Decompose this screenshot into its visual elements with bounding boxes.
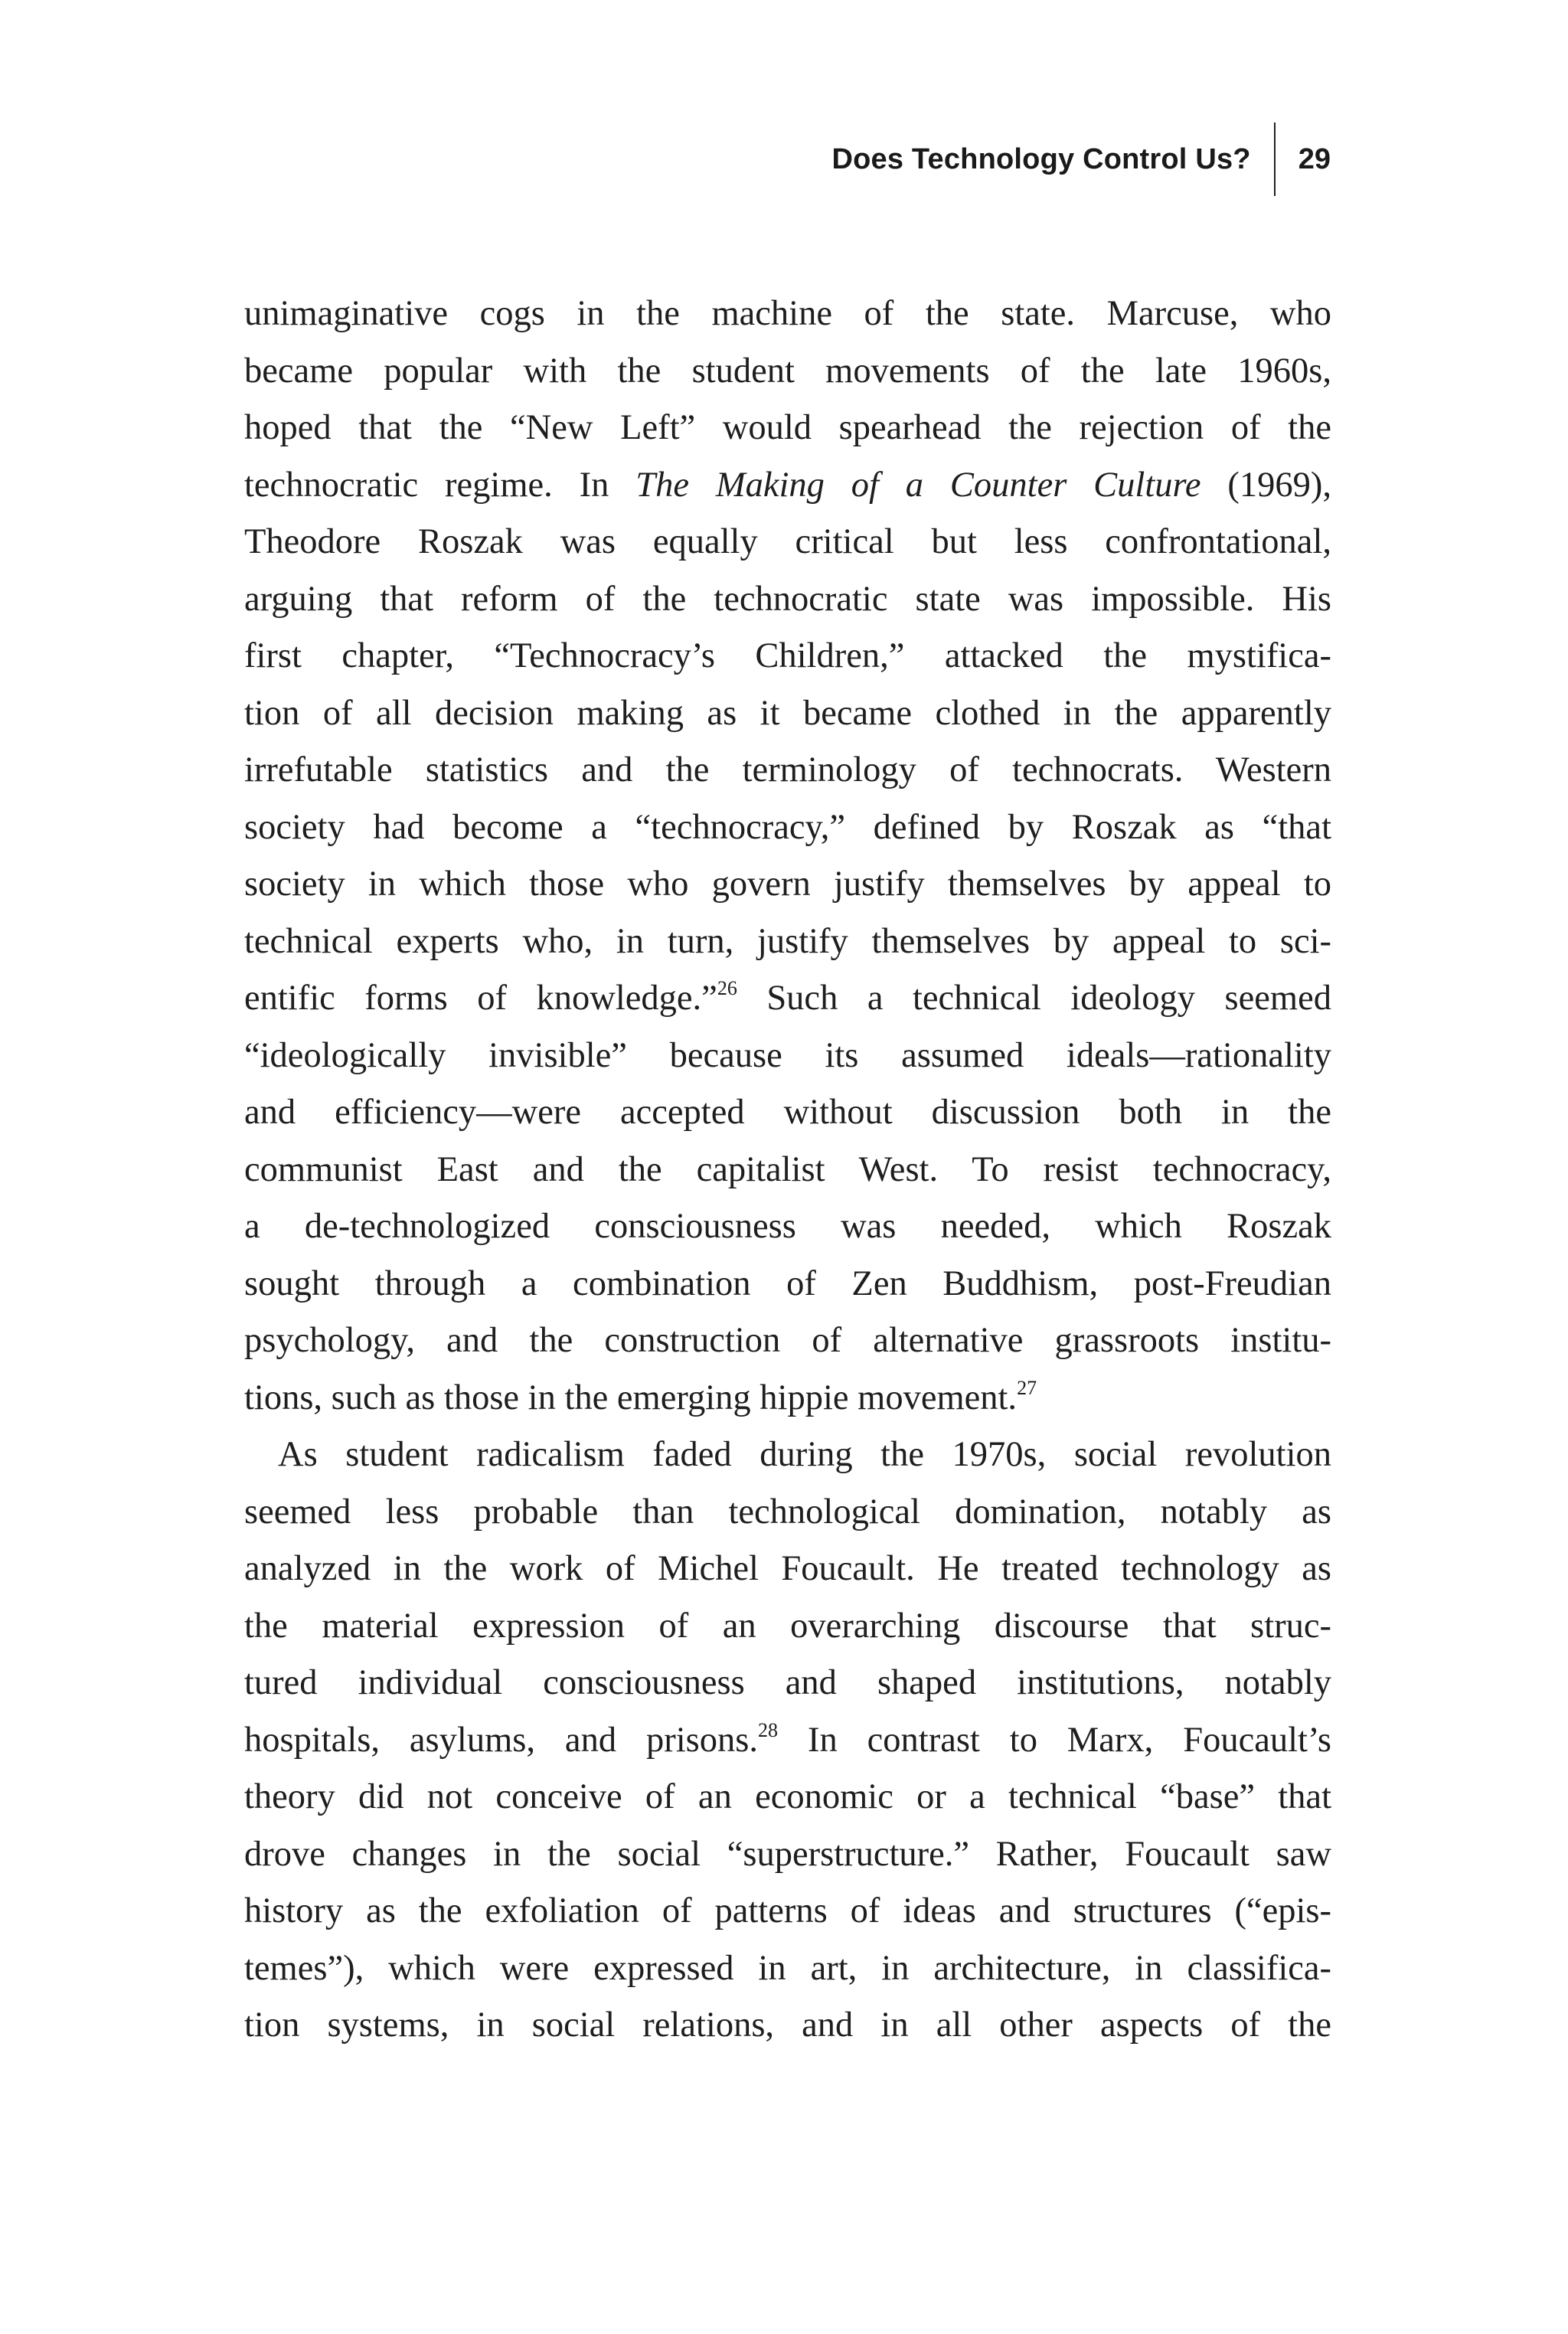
text-run: Theodore Roszak was equally critical but less confrontational,: [244, 522, 1331, 561]
text-run: and efficiency—were accepted without discussion both in the: [244, 1093, 1331, 1132]
text-run: tured individual consciousness and shaped institutions, notably: [244, 1663, 1331, 1702]
text-run: sought through a combination of Zen Buddhism, post-Freudian: [244, 1263, 1331, 1303]
text-run: seemed less probable than technological domination, notably as: [244, 1492, 1331, 1531]
text-run: the material expression of an overarching discourse that struc-: [244, 1606, 1331, 1646]
text-run: temes”), which were expressed in art, in architecture, in classifica-: [244, 1948, 1331, 1988]
text-line: [244, 1256, 1331, 1313]
text-run: Such a technical ideology seemed: [737, 979, 1331, 1018]
text-run: technocratic regime. In: [244, 465, 636, 505]
text-line: [244, 400, 1331, 457]
text-run: irrefutable statistics and the terminology of technocrats. Western: [244, 750, 1331, 789]
text-line: [244, 571, 1331, 629]
book-title: The Making of a Counter Culture: [635, 465, 1201, 505]
text-run: entific forms of knowledge.”: [244, 979, 717, 1018]
text-line: [244, 343, 1331, 400]
text-run: drove changes in the social “superstructure.” Rather, Foucault saw: [244, 1834, 1331, 1874]
text-line: [244, 286, 1331, 343]
text-line: [244, 742, 1331, 799]
text-run: “ideologically invisible” because its assumed ideals—rationality: [244, 1035, 1331, 1075]
text-line: [244, 1312, 1331, 1370]
header-divider: [1274, 123, 1276, 196]
text-line: [244, 1084, 1331, 1142]
text-line: [244, 457, 1331, 515]
footnote-marker: 27: [1017, 1376, 1037, 1399]
text-line: [244, 1826, 1331, 1884]
footnote-marker: 28: [758, 1718, 778, 1741]
text-line: [244, 1370, 1331, 1427]
text-run: As student radicalism faded during the 1970s, social revolution: [278, 1435, 1331, 1474]
text-run: history as the exfoliation of patterns of ideas and structures (“epis-: [244, 1891, 1331, 1930]
text-line: [244, 514, 1331, 571]
text-run: hospitals, asylums, and prisons.: [244, 1720, 758, 1760]
text-run: hoped that the “New Left” would spearhead the rejection of the: [244, 408, 1331, 447]
text-run: first chapter, “Technocracy’s Children,” attacked the mystifica-: [244, 636, 1331, 675]
text-line: [244, 799, 1331, 857]
text-line: [244, 970, 1331, 1028]
text-run: tion systems, in social relations, and in all other aspects of the: [244, 2005, 1331, 2045]
page-number: 29: [1298, 142, 1331, 175]
text-run: psychology, and the construction of alternative grassroots institu-: [244, 1321, 1331, 1360]
text-run: technical experts who, in turn, justify themselves by appeal to sci-: [244, 921, 1331, 961]
text-line: [244, 1598, 1331, 1656]
body-text: [244, 286, 1331, 2055]
text-line: [244, 1997, 1331, 2055]
text-run: society had become a “technocracy,” defined by Roszak as “that: [244, 807, 1331, 847]
text-line: [244, 1198, 1331, 1256]
text-line: [244, 1883, 1331, 1940]
text-line: [244, 1712, 1331, 1770]
text-run: communist East and the capitalist West. To resist technocracy,: [244, 1149, 1331, 1189]
paragraph-first-line: [244, 1427, 1331, 1484]
text-run: arguing that reform of the technocratic state was impossible. His: [244, 579, 1331, 619]
running-title: Does Technology Control Us?: [831, 142, 1251, 175]
text-line: [244, 856, 1331, 914]
text-line: [244, 1655, 1331, 1712]
text-line: [244, 1028, 1331, 1085]
running-head: [831, 123, 1331, 196]
text-run: In contrast to Marx, Foucault’s: [778, 1720, 1331, 1760]
text-line: [244, 1940, 1331, 1998]
text-run: became popular with the student movements of the late 1960s,: [244, 351, 1331, 391]
text-run: society in which those who govern justify themselves by appeal to: [244, 865, 1331, 904]
footnote-marker: 26: [717, 977, 737, 999]
text-line: [244, 914, 1331, 971]
text-line: [244, 1541, 1331, 1598]
text-run: unimaginative cogs in the machine of the state. Marcuse, who: [244, 294, 1331, 333]
text-line: [244, 628, 1331, 685]
text-line: [244, 1769, 1331, 1826]
text-line: [244, 1142, 1331, 1199]
text-line: [244, 685, 1331, 743]
text-run: theory did not conceive of an economic or a technical “base” that: [244, 1777, 1331, 1816]
text-run: a de-technologized consciousness was needed, which Roszak: [244, 1207, 1331, 1246]
text-run: (1969),: [1200, 465, 1331, 505]
text-line: [244, 1484, 1331, 1541]
text-run: analyzed in the work of Michel Foucault. He treated technology as: [244, 1549, 1331, 1588]
text-run: tion of all decision making as it became clothed in the apparently: [244, 693, 1331, 733]
text-run: tions, such as those in the emerging hippie movement.: [244, 1378, 1018, 1417]
